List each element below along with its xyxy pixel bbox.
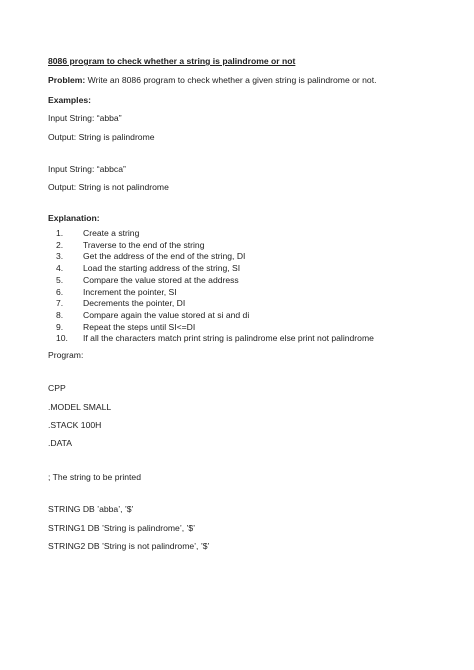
step-number: 8. [56, 309, 64, 320]
step-number: 6. [56, 286, 64, 297]
code-comment-line: ; The string to be printed [48, 472, 141, 482]
step-text: Get the address of the end of the string, DI [83, 251, 246, 262]
step-number: 1. [56, 228, 64, 238]
step-text: Decrements the pointer, DI [83, 298, 186, 309]
list-item [56, 333, 374, 345]
code-data-line: .DATA [48, 438, 73, 448]
examples-heading: Examples: [48, 95, 91, 105]
code-string-line: STRING DB ’abba’, ’$’ [48, 504, 134, 514]
step-number: 9. [56, 321, 64, 332]
problem-label: Problem: [48, 75, 86, 85]
step-text: Compare the value stored at the address [83, 274, 239, 285]
step-number: 10. [56, 333, 68, 344]
list-item [56, 228, 374, 240]
step-number: 5. [56, 274, 64, 285]
example-2-output: Output: String is not palindrome [48, 182, 169, 192]
step-number: 7. [56, 298, 64, 309]
explanation-steps-list [56, 228, 374, 345]
step-number: 3. [56, 251, 64, 262]
list-item [56, 240, 374, 252]
step-text: If all the characters match print string is palindrome else print not palindrome [83, 333, 374, 344]
list-item [56, 263, 374, 275]
step-text: Repeat the steps until SI<=DI [83, 321, 196, 332]
step-text: Increment the pointer, SI [83, 286, 177, 297]
example-1-output: Output: String is palindrome [48, 132, 155, 142]
explanation-heading: Explanation: [48, 213, 100, 223]
code-string1-line: STRING1 DB ’String is palindrome’, ’$’ [48, 523, 196, 533]
problem-text: Write an 8086 program to check whether a given string is palindrome or not. [85, 75, 377, 85]
list-item [56, 287, 374, 299]
code-language: CPP [48, 383, 66, 393]
step-text: Traverse to the end of the string [83, 239, 205, 250]
list-item [56, 298, 374, 310]
list-item [56, 310, 374, 322]
list-item [56, 275, 374, 287]
step-text: Load the starting address of the string, SI [83, 263, 241, 274]
example-2-input: Input String: “abbca” [48, 164, 126, 174]
code-model-line: .MODEL SMALL [48, 402, 112, 412]
step-number: 4. [56, 263, 64, 274]
step-text: Create a string [83, 228, 140, 238]
list-item [56, 322, 374, 334]
page-title: 8086 program to check whether a string is palindrome or not [48, 56, 296, 66]
code-string2-line: STRING2 DB ’String is not palindrome’, ’$’ [48, 541, 210, 551]
problem-statement [48, 75, 376, 86]
code-stack-line: .STACK 100H [48, 420, 102, 430]
step-number: 2. [56, 239, 64, 250]
step-text: Compare again the value stored at si and di [83, 309, 250, 320]
list-item [56, 251, 374, 263]
program-heading: Program: [48, 350, 84, 360]
example-1-input: Input String: “abba” [48, 113, 122, 123]
